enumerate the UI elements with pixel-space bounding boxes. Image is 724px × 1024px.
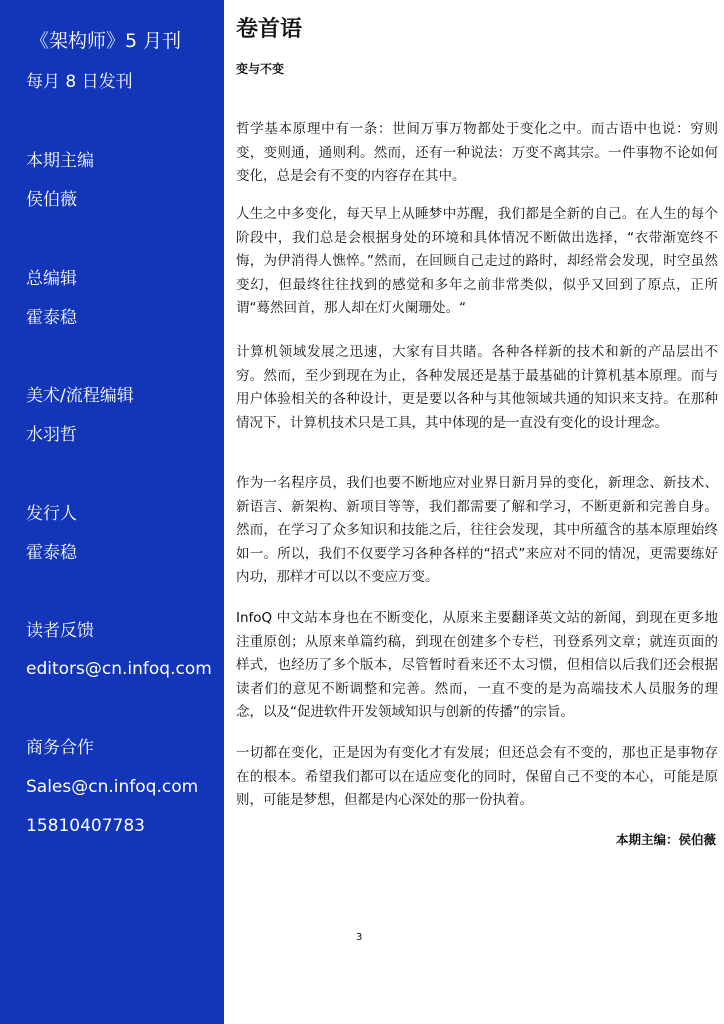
general-editor-label: 总编辑: [26, 269, 77, 289]
publisher-label: 发行人: [26, 504, 77, 524]
page-title: 卷首语: [236, 17, 303, 42]
chief-editor-label: 本期主编: [26, 151, 94, 171]
page-number: 3: [356, 932, 363, 943]
sidebar: [0, 0, 224, 1024]
editor-signature: 本期主编：侯伯薇: [615, 832, 716, 847]
publisher-name: 霍泰稳: [26, 543, 77, 563]
paragraph-3: 计算机领域发展之迅速，大家有目共睹。各种各样新的技术和新的产品层出不穷。然而，至少到现在为止，各种发展还是基于最基础的计算机基本原理。而与用户体验相关的各种设计，更是要以各种与其他领域共通的知识来支持。在那种情况下，计算机技术只是工具，其中体现的是一直没有变化的设计理念。: [236, 344, 718, 431]
magazine-title: 《架构师》5 月刊: [30, 30, 182, 52]
paragraph-6: 一切都在变化，正是因为有变化才有发展；但还总会有不变的，那也正是事物存在的根本。希望我们都可以在适应变化的同时，保留自己不变的本心，可能是原则，可能是梦想，但都是内心深处的那一份执着。: [236, 745, 718, 808]
paragraph-4: 作为一名程序员，我们也要不断地应对业界日新月异的变化，新理念、新技术、新语言、新架构、新项目等等，我们都需要了解和学习，不断更新和完善自身。然而，在学习了众多知识和技能之后，往往会发现，其中所蕴含的基本原理始终如一。所以，我们不仅要学习各种各样的“招式”来应对不同的情况，更需要练好内功，那样才可以以不变应万变。: [236, 475, 718, 585]
business-email[interactable]: Sales@cn.infoq.com: [26, 777, 199, 797]
publish-frequency: 每月 8 日发刊: [26, 72, 133, 92]
business-label: 商务合作: [26, 738, 94, 758]
business-phone: 15810407783: [26, 816, 145, 836]
paragraph-5: InfoQ 中文站本身也在不断变化，从原来主要翻译英文站的新闻，到现在更多地注重原创；从原来单篇约稿，到现在创建多个专栏，刊登系列文章；就连页面的样式，也经历了多个版本，尽管暂时看来还不太习惯，但相信以后我们还会根据读者们的意见不断调整和完善。然而，一直不变的是为高端技术人员服务的理念，以及“促进软件开发领域知识与创新的传播”的宗旨。: [236, 610, 718, 720]
paragraph-2: 人生之中多变化，每天早上从睡梦中苏醒，我们都是全新的自己。在人生的每个阶段中，我们总是会根据身处的环境和具体情况不断做出选择，“衣带渐宽终不悔，为伊消得人憔悴。”然而，在回顾自己走过的路时，却经常会发现，时空虽然变幻，但最终往往找到的感觉和多年之前非常类似，似乎又回到了原点，正所谓“蓦然回首，那人却在灯火阑珊处。“: [236, 206, 718, 316]
article-subtitle: 变与不变: [236, 62, 285, 76]
general-editor-name: 霍泰稳: [26, 308, 77, 328]
chief-editor-name: 侯伯薇: [26, 190, 77, 210]
feedback-label: 读者反馈: [26, 621, 94, 641]
art-editor-name: 水羽哲: [26, 425, 77, 445]
art-editor-label: 美术/流程编辑: [26, 386, 134, 406]
paragraph-1: 哲学基本原理中有一条：世间万事万物都处于变化之中。而古语中也说：穷则变，变则通，通则利。然而，还有一种说法：万变不离其宗。一件事物不论如何变化，总是会有不变的内容存在其中。: [236, 121, 718, 184]
feedback-email[interactable]: editors@cn.infoq.com: [26, 659, 212, 679]
